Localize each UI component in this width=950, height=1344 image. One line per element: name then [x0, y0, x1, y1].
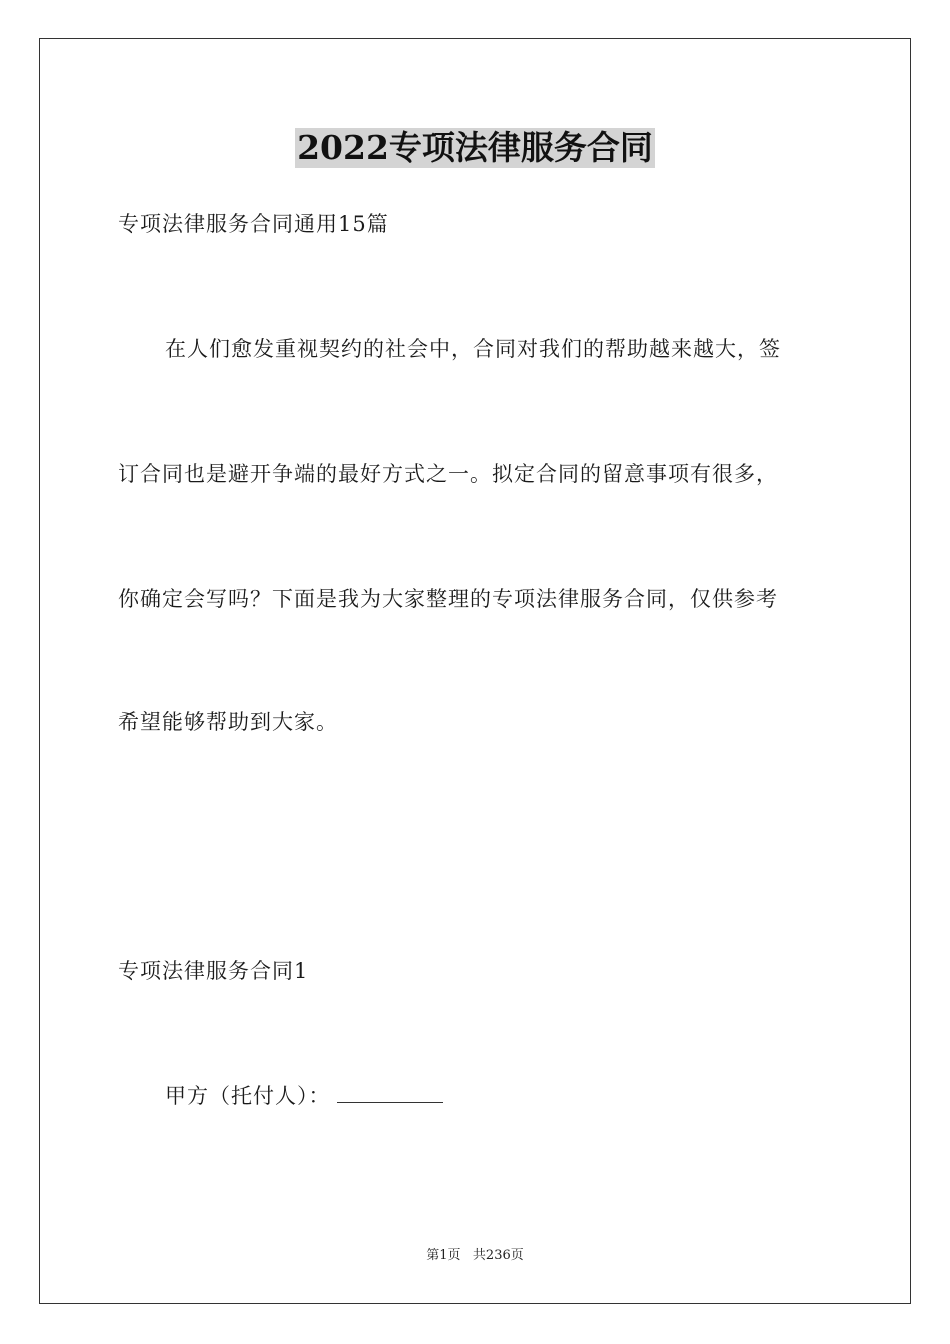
paragraph-line-1: 在人们愈发重视契约的社会中，合同对我们的帮助越来越大，签 [165, 337, 781, 361]
page-footer [0, 1247, 950, 1265]
party-a-blank-field[interactable] [337, 1084, 443, 1103]
title-container [0, 128, 950, 168]
document-title: 2022专项法律服务合同 [297, 128, 653, 167]
paragraph-line-4: 希望能够帮助到大家。 [118, 710, 338, 734]
party-a-label: 甲方（托付人）： [165, 1084, 331, 1108]
paragraph-line-2: 订合同也是避开争端的最好方式之一。拟定合同的留意事项有很多， [118, 462, 778, 486]
page-current: 第1页 [426, 1248, 461, 1263]
page-total: 共236页 [472, 1248, 524, 1263]
document-subtitle: 专项法律服务合同通用15篇 [118, 212, 389, 236]
party-a-row [165, 1082, 443, 1110]
section-heading: 专项法律服务合同1 [118, 959, 309, 983]
paragraph-line-3: 你确定会写吗？下面是我为大家整理的专项法律服务合同，仅供参考 [118, 587, 778, 611]
